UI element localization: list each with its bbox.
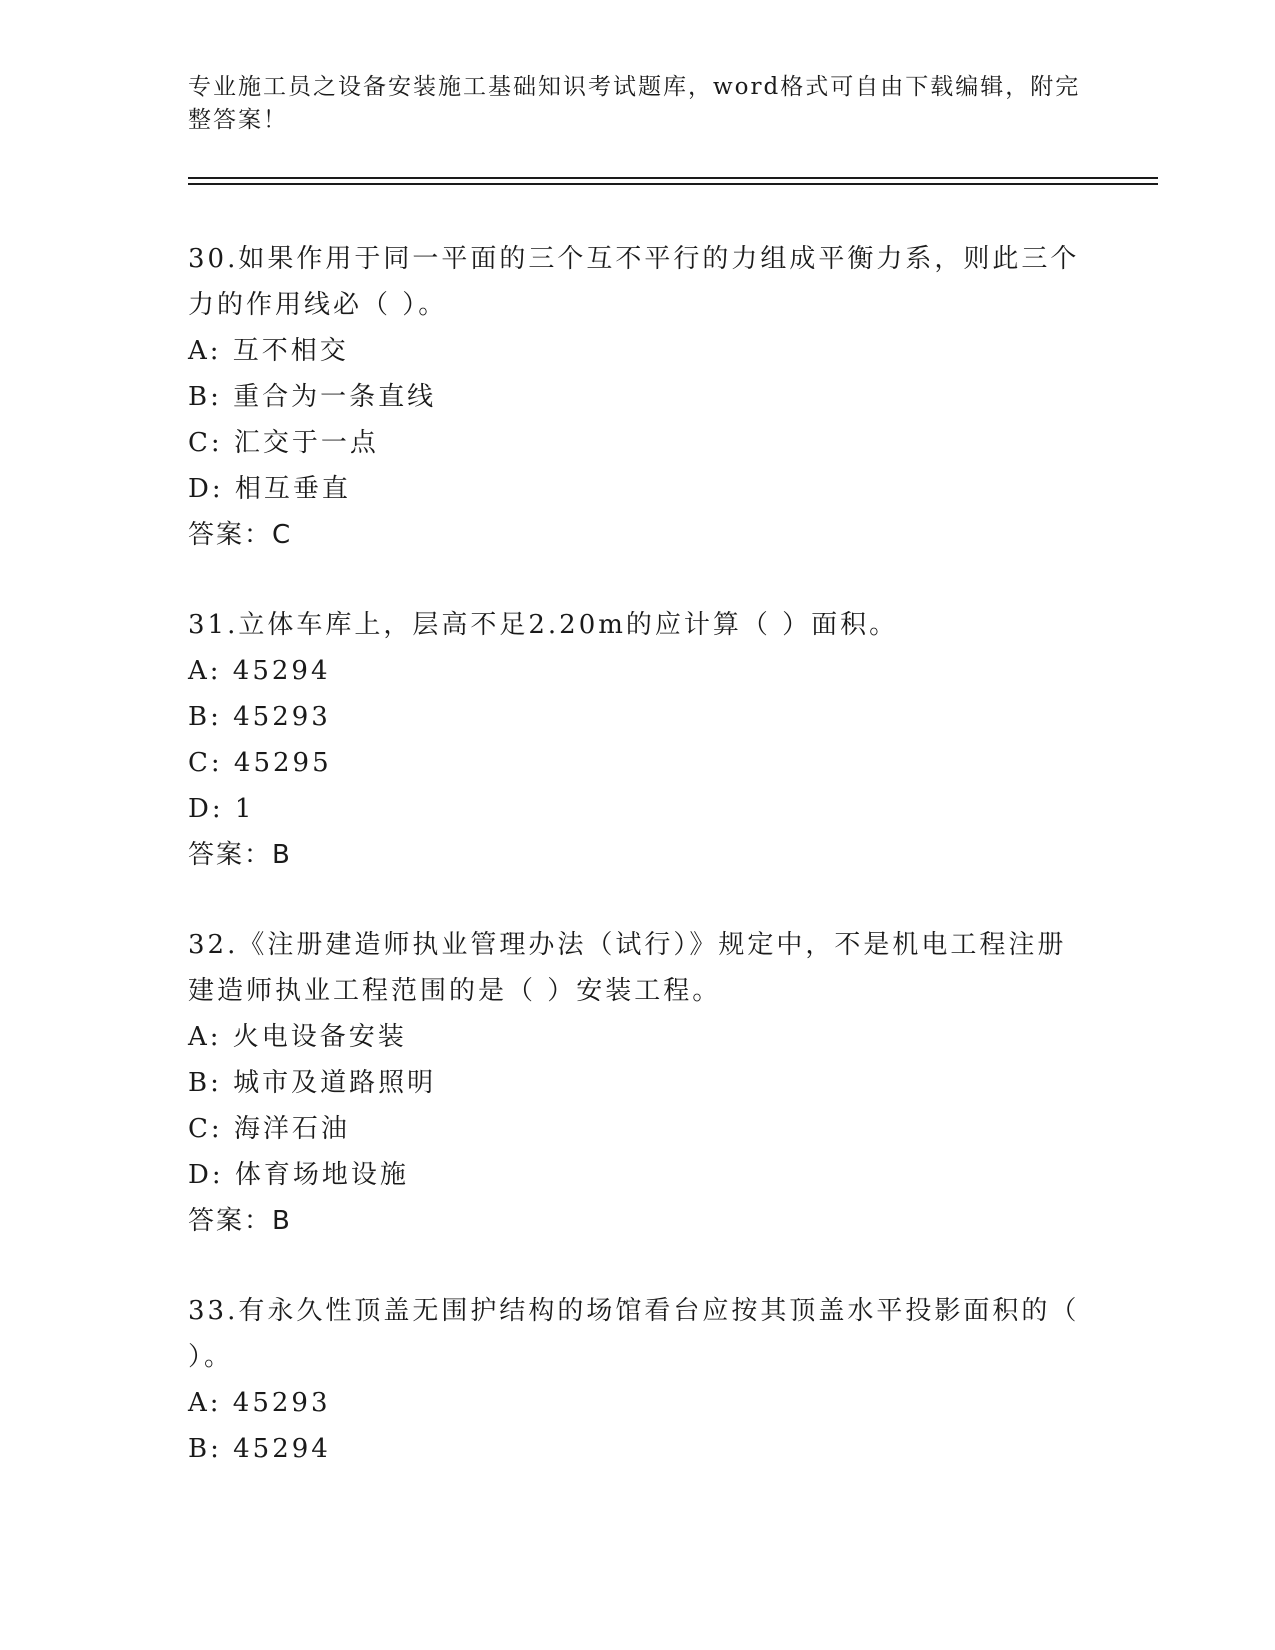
option-b: B: 城市及道路照明 [188,1068,437,1098]
document-header: 专业施工员之设备安装施工基础知识考试题库，word格式可自由下载编辑，附完整答案！ [188,74,1081,133]
answer-line: 答案：B [188,1206,292,1236]
answer-line: 答案：B [188,840,292,870]
option-d: D: 1 [188,794,255,824]
question-list [188,236,1088,1516]
question-stem: 31.立体车库上，层高不足2.20m的应计算（ ）面积。 [188,610,899,640]
question-33 [188,1288,1088,1472]
option-d: D: 体育场地设施 [188,1160,409,1190]
option-a: A: 45294 [188,656,331,686]
option-c: C: 海洋石油 [188,1114,350,1144]
option-d: D: 相互垂直 [188,474,351,504]
question-30 [188,236,1088,558]
option-b: B: 45294 [188,1434,331,1464]
option-a: A: 火电设备安装 [188,1022,407,1052]
question-stem: 33.有永久性顶盖无围护结构的场馆看台应按其顶盖水平投影面积的（ ）。 [188,1296,1080,1372]
option-b: B: 45293 [188,702,331,732]
option-b: B: 重合为一条直线 [188,382,437,412]
question-stem: 30.如果作用于同一平面的三个互不平行的力组成平衡力系，则此三个力的作用线必（ ）。 [188,244,1080,320]
question-stem: 32.《注册建造师执业管理办法（试行）》规定中，不是机电工程注册建造师执业工程范围的是（ ）安装工程。 [188,930,1067,1006]
header-rule-bottom [188,183,1158,185]
option-a: A: 互不相交 [188,336,349,366]
header-rule-top [188,177,1158,179]
option-a: A: 45293 [188,1388,331,1418]
option-c: C: 汇交于一点 [188,428,379,458]
question-32 [188,922,1088,1244]
question-31 [188,602,1088,878]
option-c: C: 45295 [188,748,332,778]
answer-line: 答案：C [188,520,293,550]
